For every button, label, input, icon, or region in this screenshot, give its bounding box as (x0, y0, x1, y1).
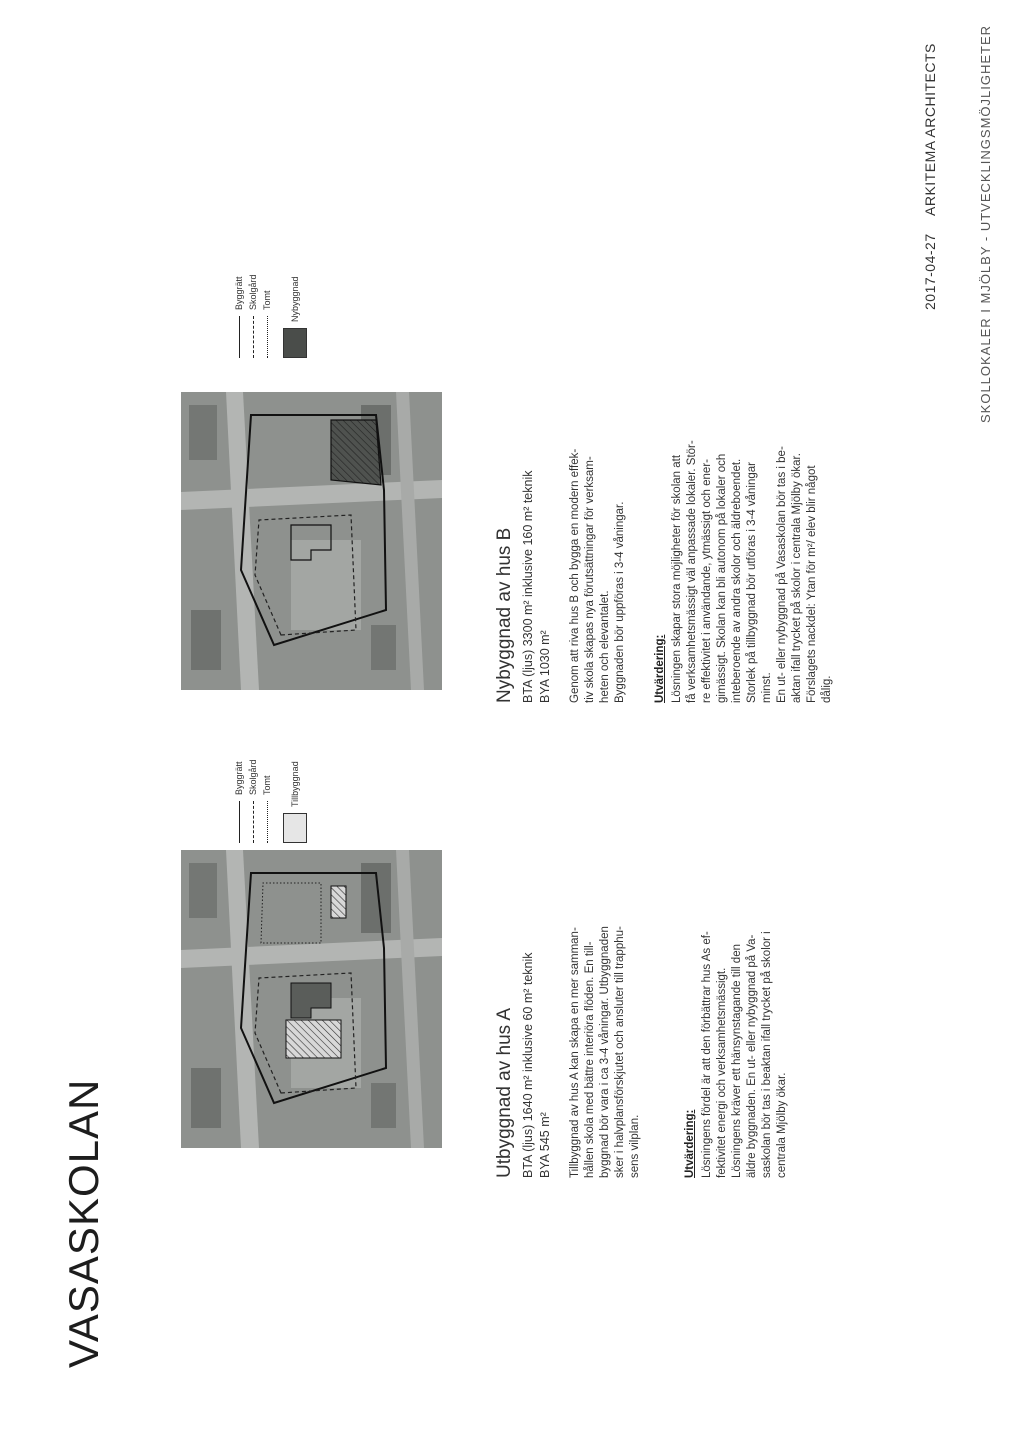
legend-b-byggratt: Byggrätt (234, 276, 244, 310)
option-b-body: Genom att riva hus B och bygga en modern effek- tiv skola skapas nya förutsättningar för verksam- heten och elevantalet. Byggnaden bör uppföras i 3-4 våningar. (569, 448, 626, 703)
option-a-body: Tillbyggnad av hus A kan skapa en mer samman- hållen skola med bättre interiöra flöden. En till- byggnad bör vara i ca 3-4 våningar. Utbyggnaden sker i halvplansförskjutet och ansluter till trapphu- sens vilplan. (569, 926, 641, 1178)
option-a-bta: BTA (ljus) 1640 m² inklusive 60 m² teknik (521, 952, 535, 1178)
site-plan-b (181, 392, 442, 690)
legend-b-nybyggnad: Nybyggnad (290, 276, 300, 322)
legend-a (232, 759, 310, 843)
legend-b (232, 274, 310, 358)
option-a-eval-heading: Utvärdering: (684, 1109, 696, 1178)
legend-a-skolgard: Skolgård (248, 759, 258, 795)
legend-a-tomt: Tomt (262, 775, 272, 795)
option-a-title: Utbyggnad av hus A (494, 1007, 515, 1178)
option-a-eval-body: Lösningens fördel är att den förbättrar hus As ef- fektivitet energi och verksamhetsmässigt. Lösningens kräver ett hänsynstagande till den äldre byggnaden. En ut- eller nybyggnad på Va- saskolan bör tas i beaktan ifall trycket på skolor i centrala Mjölby ökar. (701, 931, 788, 1178)
legend-a-byggratt: Byggrätt (234, 761, 244, 795)
legend-b-tomt: Tomt (262, 290, 272, 310)
legend-b-skolgard: Skolgård (248, 274, 258, 310)
aerial-map-b (181, 392, 442, 690)
page-header: SKOLLOKALER I MJÖLBY - UTVECKLINGSMÖJLIGHETER (978, 24, 993, 423)
option-b-bta: BTA (ljus) 3300 m² inklusive 160 m² teknik (521, 470, 535, 703)
site-plan-a (181, 850, 442, 1148)
page-title: VASASKOLAN (60, 1078, 107, 1368)
option-b-eval-heading: Utvärdering: (654, 634, 666, 703)
option-b-title: Nybyggnad av hus B (494, 527, 515, 703)
footer-date: 2017-04-27 (922, 233, 938, 310)
option-b-eval-body: Lösningen skapar stora möjligheter för skolan att få verksamhetsmässigt väl anpassade lokaler. Stör- re effektivitet i användande, ytmässigt och ener- gimässigt. Skolan kan bli autonom på lokaler och inteberoende av andra skolor och äldreboendet. Storlek på tillbyggnad bör utföras i 3-4 våningar minst. En ut- eller nybyggnad på Vasaskolan bör tas i be- aktan ifall trycket på skolor i centrala Mjölby ökar. Förslagets nackdel: Ytan för m²/ elev blir något dålig. (671, 440, 833, 703)
option-b-bya: BYA 1030 m² (538, 630, 552, 703)
legend-a-tillbyggnad: Tillbyggnad (290, 761, 300, 807)
option-a-bya: BYA 545 m² (538, 1112, 552, 1178)
aerial-map-a (181, 850, 442, 1148)
footer-company: ARKITEMA ARCHITECTS (922, 43, 938, 216)
